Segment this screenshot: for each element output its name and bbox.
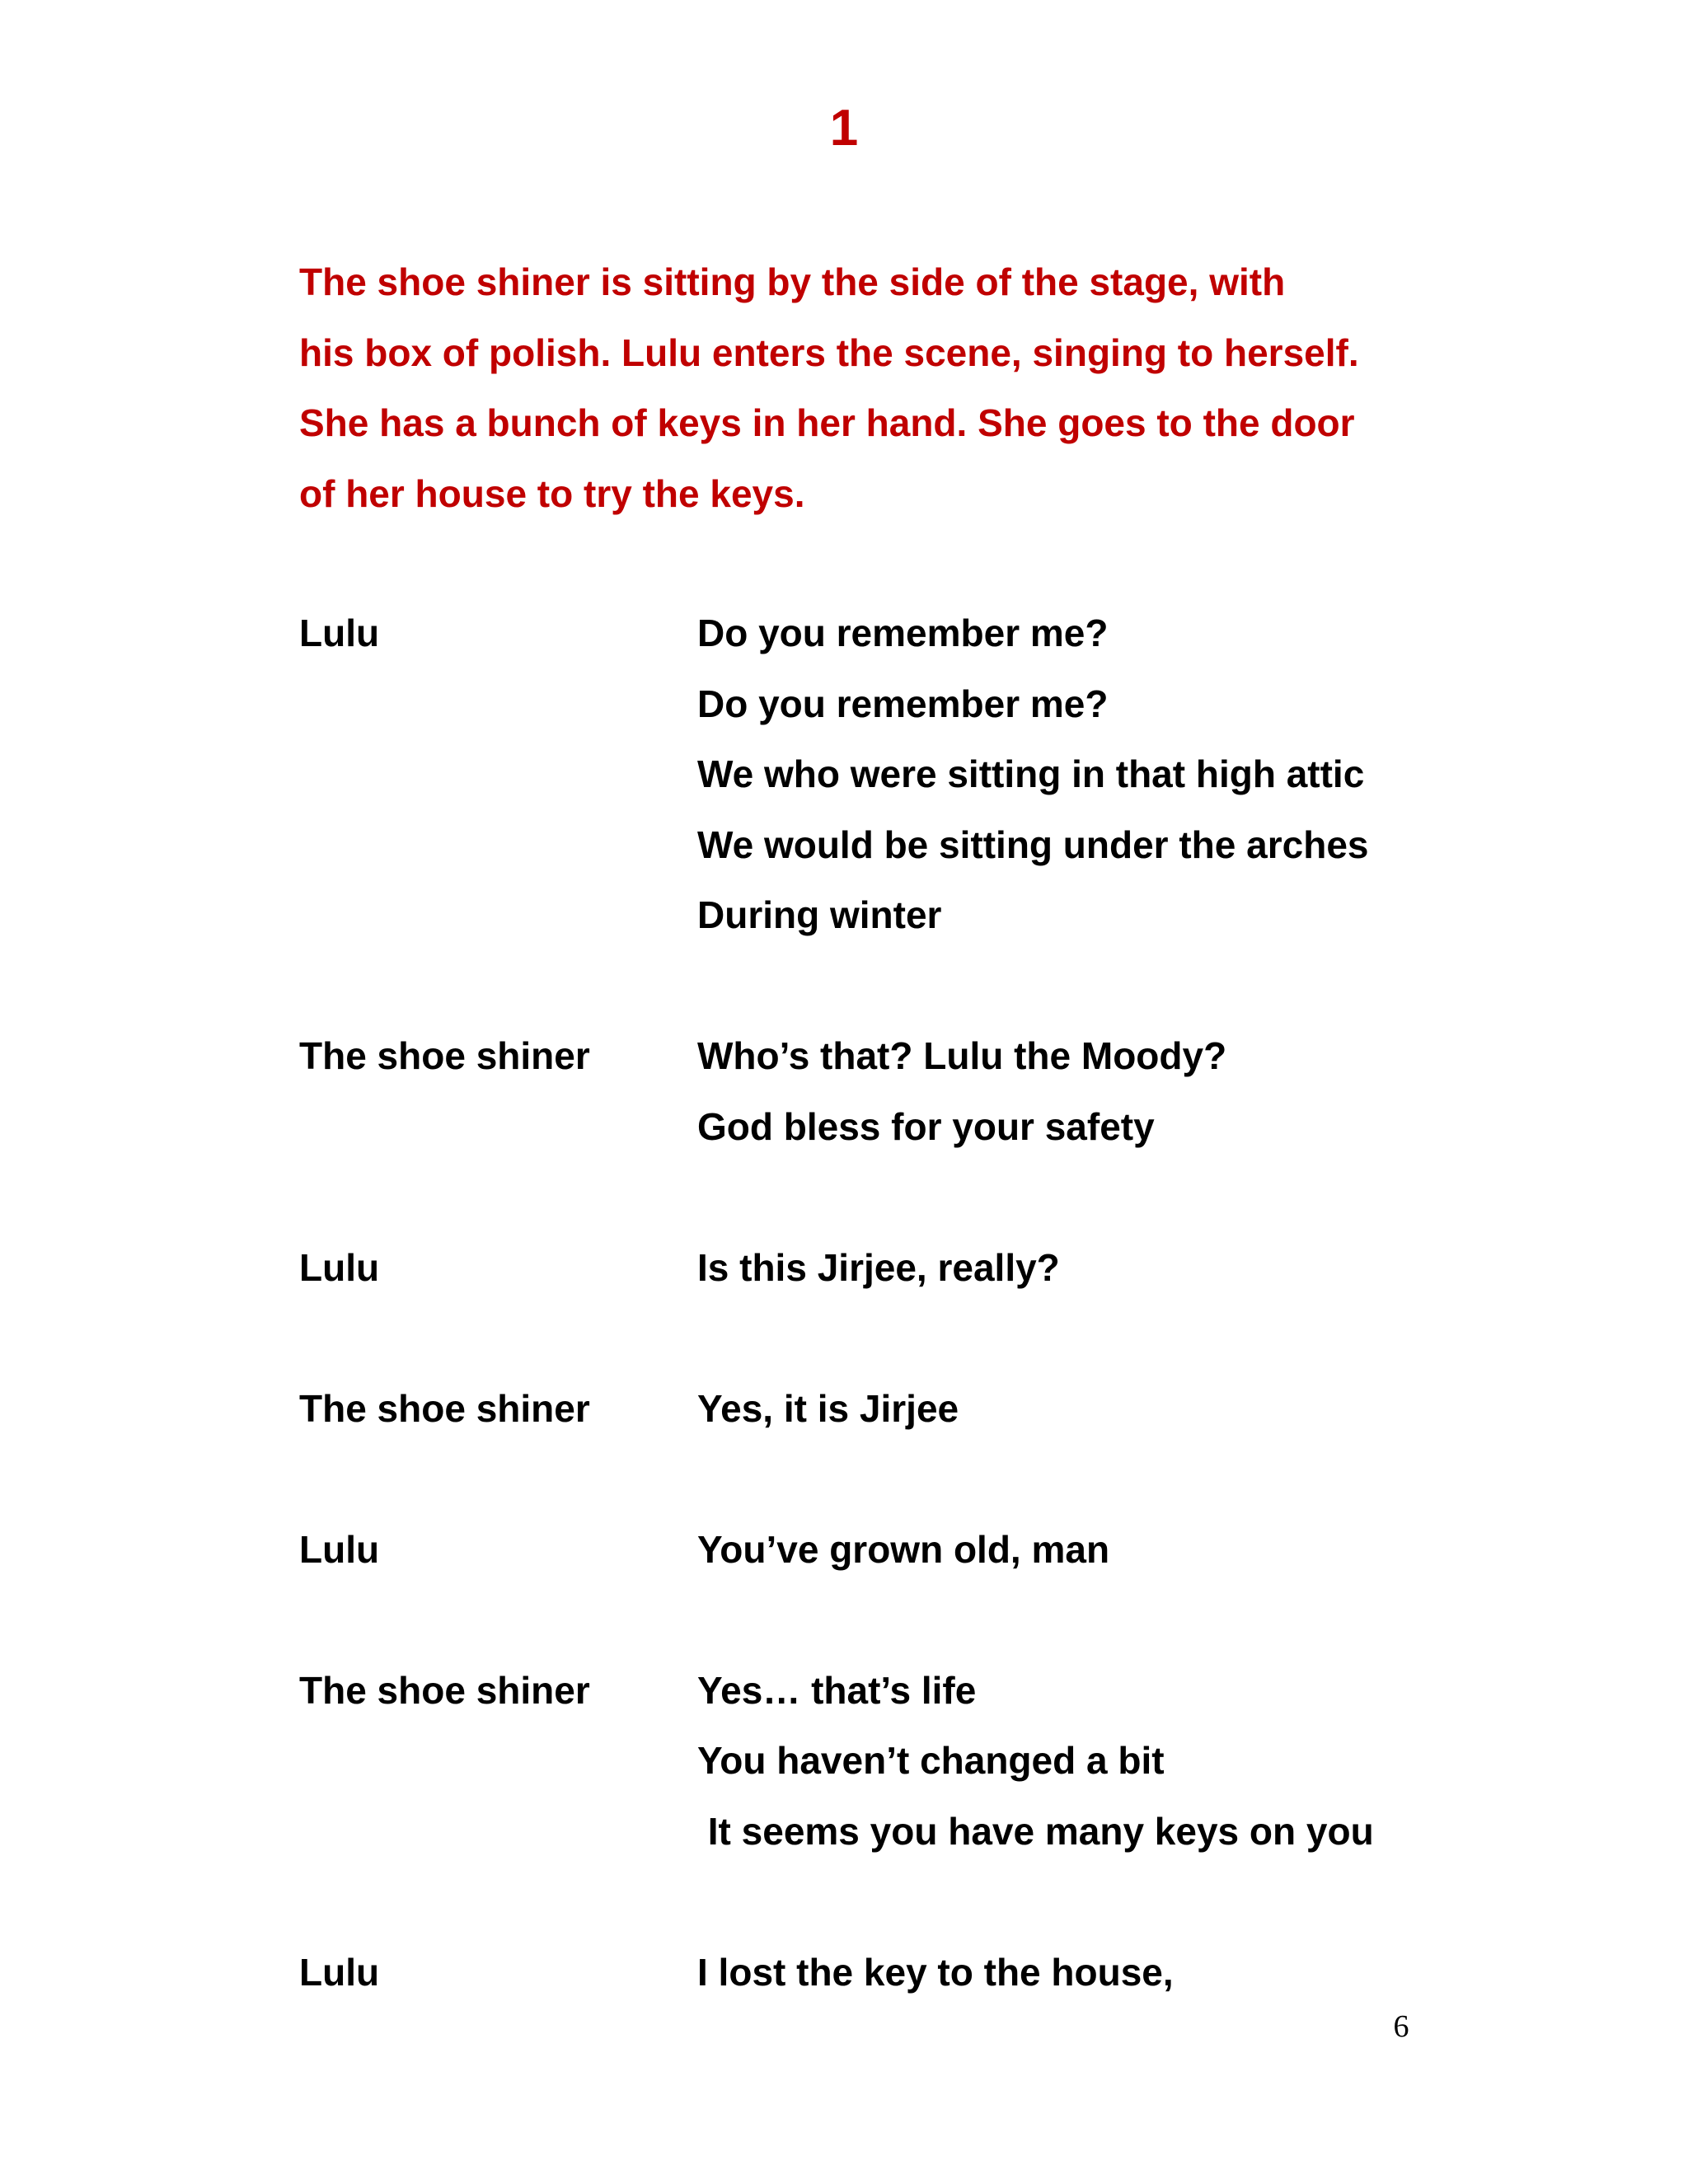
speech-lines (697, 1021, 1453, 1162)
speech-line: God bless for your safety (697, 1104, 1155, 1148)
speech-line: Yes… that’s life (697, 1668, 977, 1712)
speech-lines (697, 1374, 1453, 1445)
speech-lines (697, 1515, 1453, 1586)
dialogue (299, 598, 1453, 2079)
speech-line: During winter (697, 893, 942, 936)
speaker-name: The shoe shiner (299, 1668, 590, 1712)
speech-lines (697, 598, 1453, 951)
page-number: 6 (1393, 2009, 1409, 2044)
scene-number: 1 (829, 100, 859, 157)
stage-direction-line: of her house to try the keys. (299, 471, 805, 515)
speech-line: Is this Jirjee, really? (697, 1245, 1060, 1289)
speech-lines (697, 1656, 1453, 1868)
speech-line: It seems you have many keys on you (697, 1809, 1374, 1853)
speech-line: You’ve grown old, man (697, 1527, 1110, 1571)
speech-line: Do you remember me? (697, 612, 1109, 654)
stage-direction-line: She has a bunch of keys in her hand. She goes to the door (299, 401, 1355, 444)
speech-lines (697, 1233, 1453, 1304)
speaker-name: The shoe shiner (299, 1034, 590, 1077)
speaker-name: Lulu (299, 612, 380, 654)
stage-direction-line: The shoe shiner is sitting by the side of the stage, with (299, 260, 1286, 303)
speech-line: Who’s that? Lulu the Moody? (697, 1034, 1227, 1077)
stage-direction (299, 247, 1437, 529)
dialogue-entry (299, 598, 1453, 951)
speech-line: I lost the key to the house, (697, 1950, 1174, 1994)
speech-line: Yes, it is Jirjee (697, 1386, 959, 1430)
speech-line: You haven’t changed a bit (697, 1739, 1165, 1782)
dialogue-entry (299, 1233, 1453, 1304)
dialogue-entry (299, 1938, 1453, 2008)
speech-line: We who were sitting in that high attic (697, 752, 1365, 795)
dialogue-entry (299, 1021, 1453, 1162)
speaker-name: Lulu (299, 1527, 380, 1571)
speech-line: We would be sitting under the arches (697, 823, 1369, 866)
stage-direction-line: his box of polish. Lulu enters the scene, singing to herself. (299, 330, 1359, 374)
speech-lines (697, 1938, 1453, 2008)
dialogue-entry (299, 1656, 1453, 1868)
speaker-name: The shoe shiner (299, 1386, 590, 1430)
speech-line: Do you remember me? (697, 682, 1109, 725)
dialogue-entry (299, 1515, 1453, 1586)
speaker-name: Lulu (299, 1245, 380, 1289)
speaker-name: Lulu (299, 1950, 380, 1994)
dialogue-entry (299, 1374, 1453, 1445)
